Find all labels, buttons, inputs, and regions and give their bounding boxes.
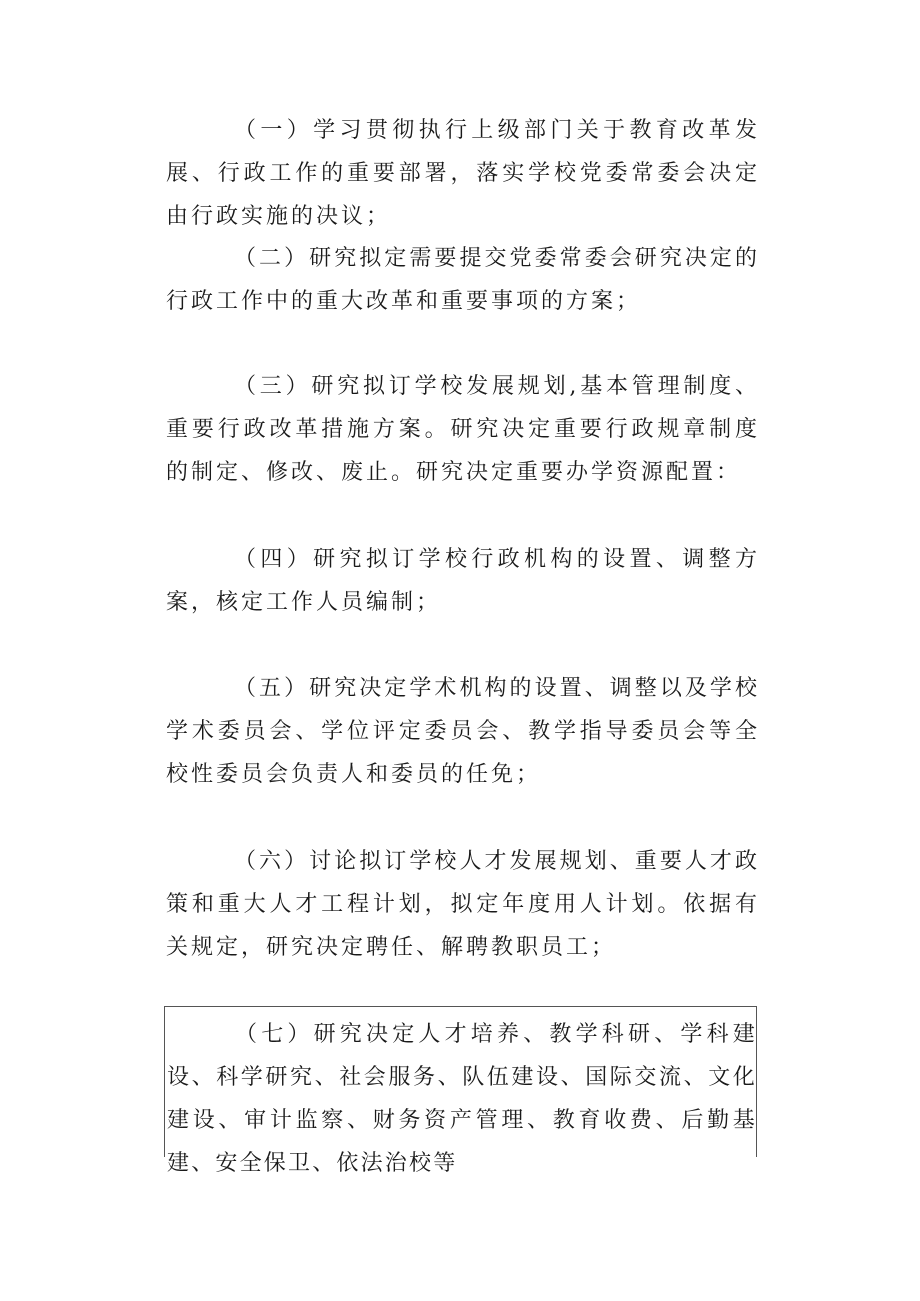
paragraph-1: （一）学习贯彻执行上级部门关于教育改革发展、行政工作的重要部署，落实学校党委常委会决定由行政实施的决议；: [166, 118, 760, 229]
paragraph-6: （六）讨论拟订学校人才发展规划、重要人才政策和重大人才工程计划，拟定年度用人计划。依据有关规定，研究决定聘任、解聘教职员工；: [166, 849, 760, 960]
paragraph-2: （二）研究拟定需要提交党委常委会研究决定的行政工作中的重大改革和重要事项的方案；: [166, 246, 760, 314]
paragraph-5: （五）研究决定学术机构的设置、调整以及学校学术委员会、学位评定委员会、教学指导委员会等全校性委员会负责人和委员的任免；: [166, 676, 760, 787]
paragraph-7: （七）研究决定人才培养、教学科研、学科建设、科学研究、社会服务、队伍建设、国际交流、文化建设、审计监察、财务资产管理、教育收费、后勤基建、安全保卫、依法治校等: [167, 1022, 757, 1176]
paragraph-4: （四）研究拟订学校行政机构的设置、调整方案，核定工作人员编制；: [166, 547, 760, 615]
paragraph-3: （三）研究拟订学校发展规划,基本管理制度、重要行政改革措施方案。研究决定重要行政规章制度的制定、修改、废止。研究决定重要办学资源配置：: [166, 374, 760, 485]
